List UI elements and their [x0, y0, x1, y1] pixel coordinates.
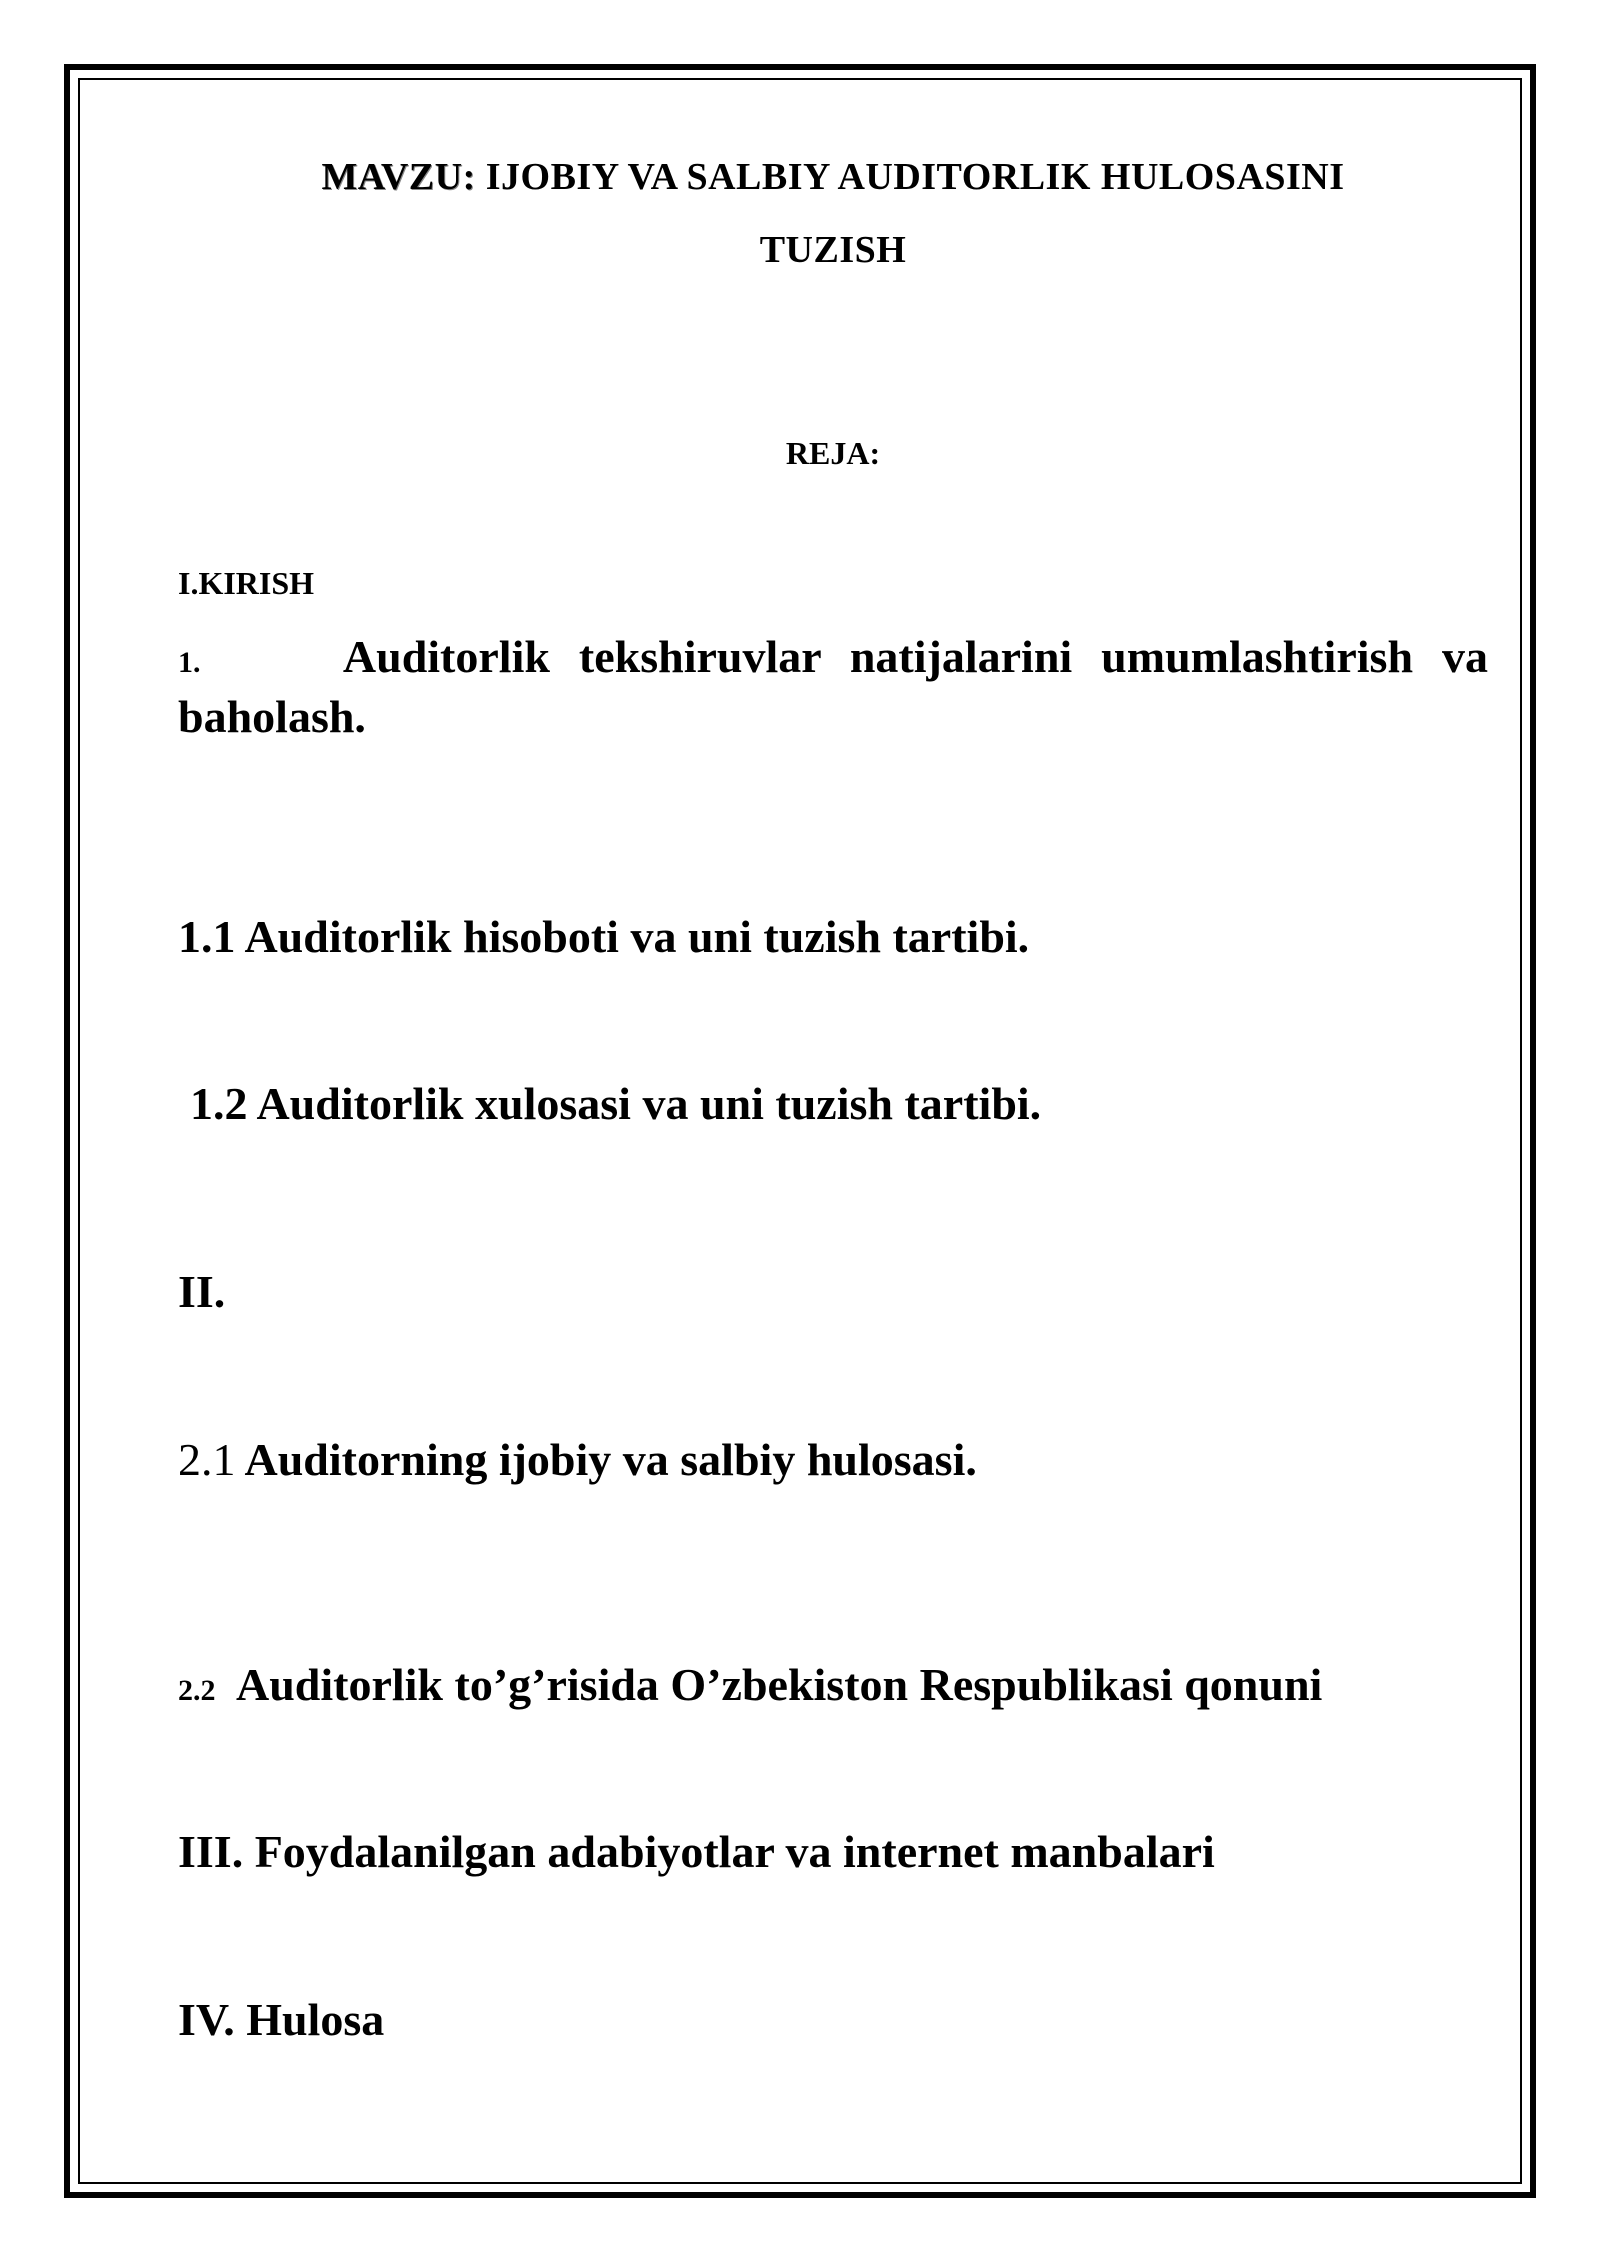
document-title-line2: TUZISH [759, 229, 907, 271]
plan-item-1-2: 1.2 Auditorlik xulosasi va uni tuzish tartibi. [190, 1078, 1042, 1129]
document-title [178, 155, 1488, 199]
title-text: IJOBIY VA SALBIY AUDITORLIK HULOSASINI [485, 156, 1345, 198]
section-2: II. [178, 1266, 226, 1317]
plan-item-2-2 [178, 1658, 1488, 1711]
plan-item-1-text: Auditorlik tekshiruvlar natijalarini umumlashtirish va baholash. [178, 631, 1489, 742]
title-prefix: MAVZU: [321, 156, 476, 198]
plan-item-2-1 [178, 1433, 1488, 1486]
plan-item-2-1-text: Auditorning ijobiy va salbiy hulosasi. [244, 1434, 977, 1485]
plan-item-1-1: 1.1 Auditorlik hisoboti va uni tuzish tartibi. [178, 911, 1030, 962]
plan-item-2-2-text: Auditorlik to’g’risida O’zbekiston Respublikasi qonuni [235, 1659, 1323, 1710]
section-4: IV. Hulosa [178, 1994, 385, 2045]
section-introduction: I.KIRISH [178, 565, 315, 601]
plan-item-2-1-number: 2.1 [178, 1434, 236, 1485]
plan-heading: REJA: [785, 435, 881, 471]
plan-item-1-number: 1. [178, 646, 201, 679]
plan-item-1 [178, 630, 1488, 744]
section-3: III. Foydalanilgan adabiyotlar va internet manbalari [178, 1826, 1215, 1877]
plan-item-2-2-number: 2.2 [178, 1674, 216, 1707]
